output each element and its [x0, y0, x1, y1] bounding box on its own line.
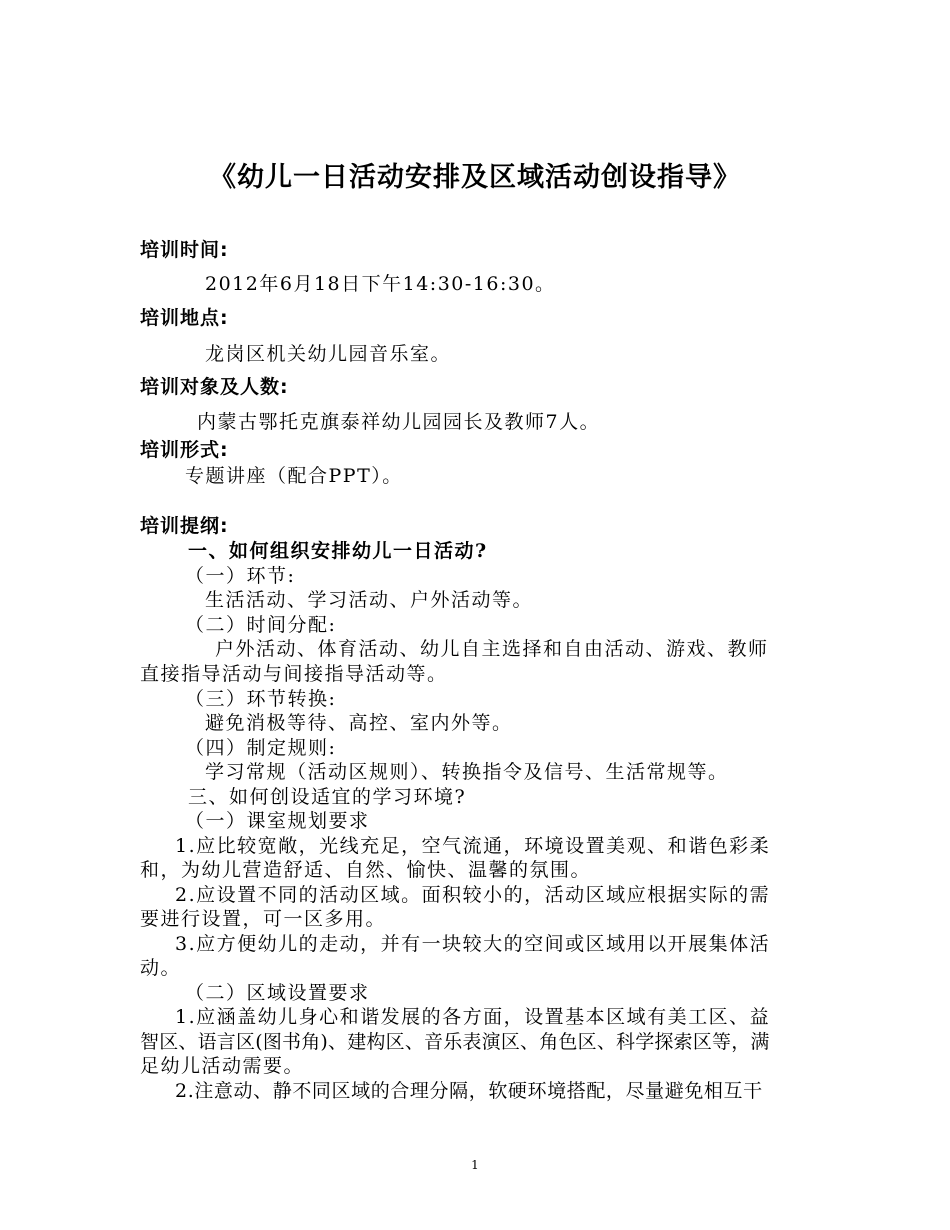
outline-line: 3.应方便幼儿的走动，并有一块较大的空间或区域用以开展集体活 — [175, 933, 771, 955]
outline-line: 户外活动、体育活动、幼儿自主选择和自由活动、游戏、教师 — [215, 638, 769, 660]
outline-line: （三）环节转换: — [185, 688, 337, 710]
outline-line: 2.注意动、静不同区域的合理分隔，软硬环境搭配，尽量避免相互干 — [175, 1080, 763, 1102]
outline-line: 避免消极等待、高控、室内外等。 — [205, 712, 513, 734]
outline-line: 动。 — [140, 957, 182, 979]
outline-line: （四）制定规则: — [185, 737, 337, 759]
training-form-value: 专题讲座（配合PPT）。 — [185, 465, 403, 487]
outline-line: （一）课室规划要求 — [185, 810, 370, 832]
training-place-value: 龙岗区机关幼儿园音乐室。 — [205, 343, 452, 365]
page-number: 1 — [471, 1158, 479, 1172]
training-audience-label: 培训对象及人数: — [140, 376, 289, 398]
outline-line: （二）时间分配: — [185, 614, 337, 636]
outline-line: （一）环节: — [185, 565, 296, 587]
outline-line: （二）区域设置要求 — [185, 982, 370, 1004]
training-audience-value: 内蒙古鄂托克旗泰祥幼儿园园长及教师7人。 — [197, 411, 601, 433]
outline-line: 智区、语言区(图书角)、建构区、音乐表演区、角色区、科学探索区等，满 — [140, 1031, 770, 1053]
outline-heading-3: 三、如何创设适宜的学习环境? — [188, 786, 467, 808]
training-form-label: 培训形式: — [140, 439, 229, 461]
outline-line: 1.应涵盖幼儿身心和谐发展的各方面，设置基本区域有美工区、益 — [175, 1006, 771, 1028]
outline-line: 2.应设置不同的活动区域。面积较小的，活动区域应根据实际的需 — [175, 884, 771, 906]
page-title: 《幼儿一日活动安排及区域活动创设指导》 — [209, 162, 741, 193]
outline-heading-1: 一、如何组织安排幼儿一日活动? — [188, 540, 488, 562]
outline-line: 1.应比较宽敞，光线充足，空气流通，环境设置美观、和谐色彩柔 — [175, 835, 771, 857]
outline-line: 生活活动、学习活动、户外活动等。 — [205, 589, 534, 611]
outline-line: 学习常规（活动区规则）、转换指令及信号、生活常规等。 — [205, 761, 729, 783]
outline-line: 直接指导活动与间接指导活动等。 — [140, 663, 448, 685]
training-place-label: 培训地点: — [140, 307, 229, 329]
outline-line: 和，为幼儿营造舒适、自然、愉快、温馨的氛围。 — [140, 859, 592, 881]
training-time-label: 培训时间: — [140, 239, 229, 261]
outline-line: 要进行设置，可一区多用。 — [140, 908, 387, 930]
training-outline-label: 培训提纲: — [140, 515, 229, 537]
outline-line: 足幼儿活动需要。 — [140, 1055, 305, 1077]
training-time-value: 2012年6月18日下午14:30-16:30。 — [205, 273, 556, 295]
